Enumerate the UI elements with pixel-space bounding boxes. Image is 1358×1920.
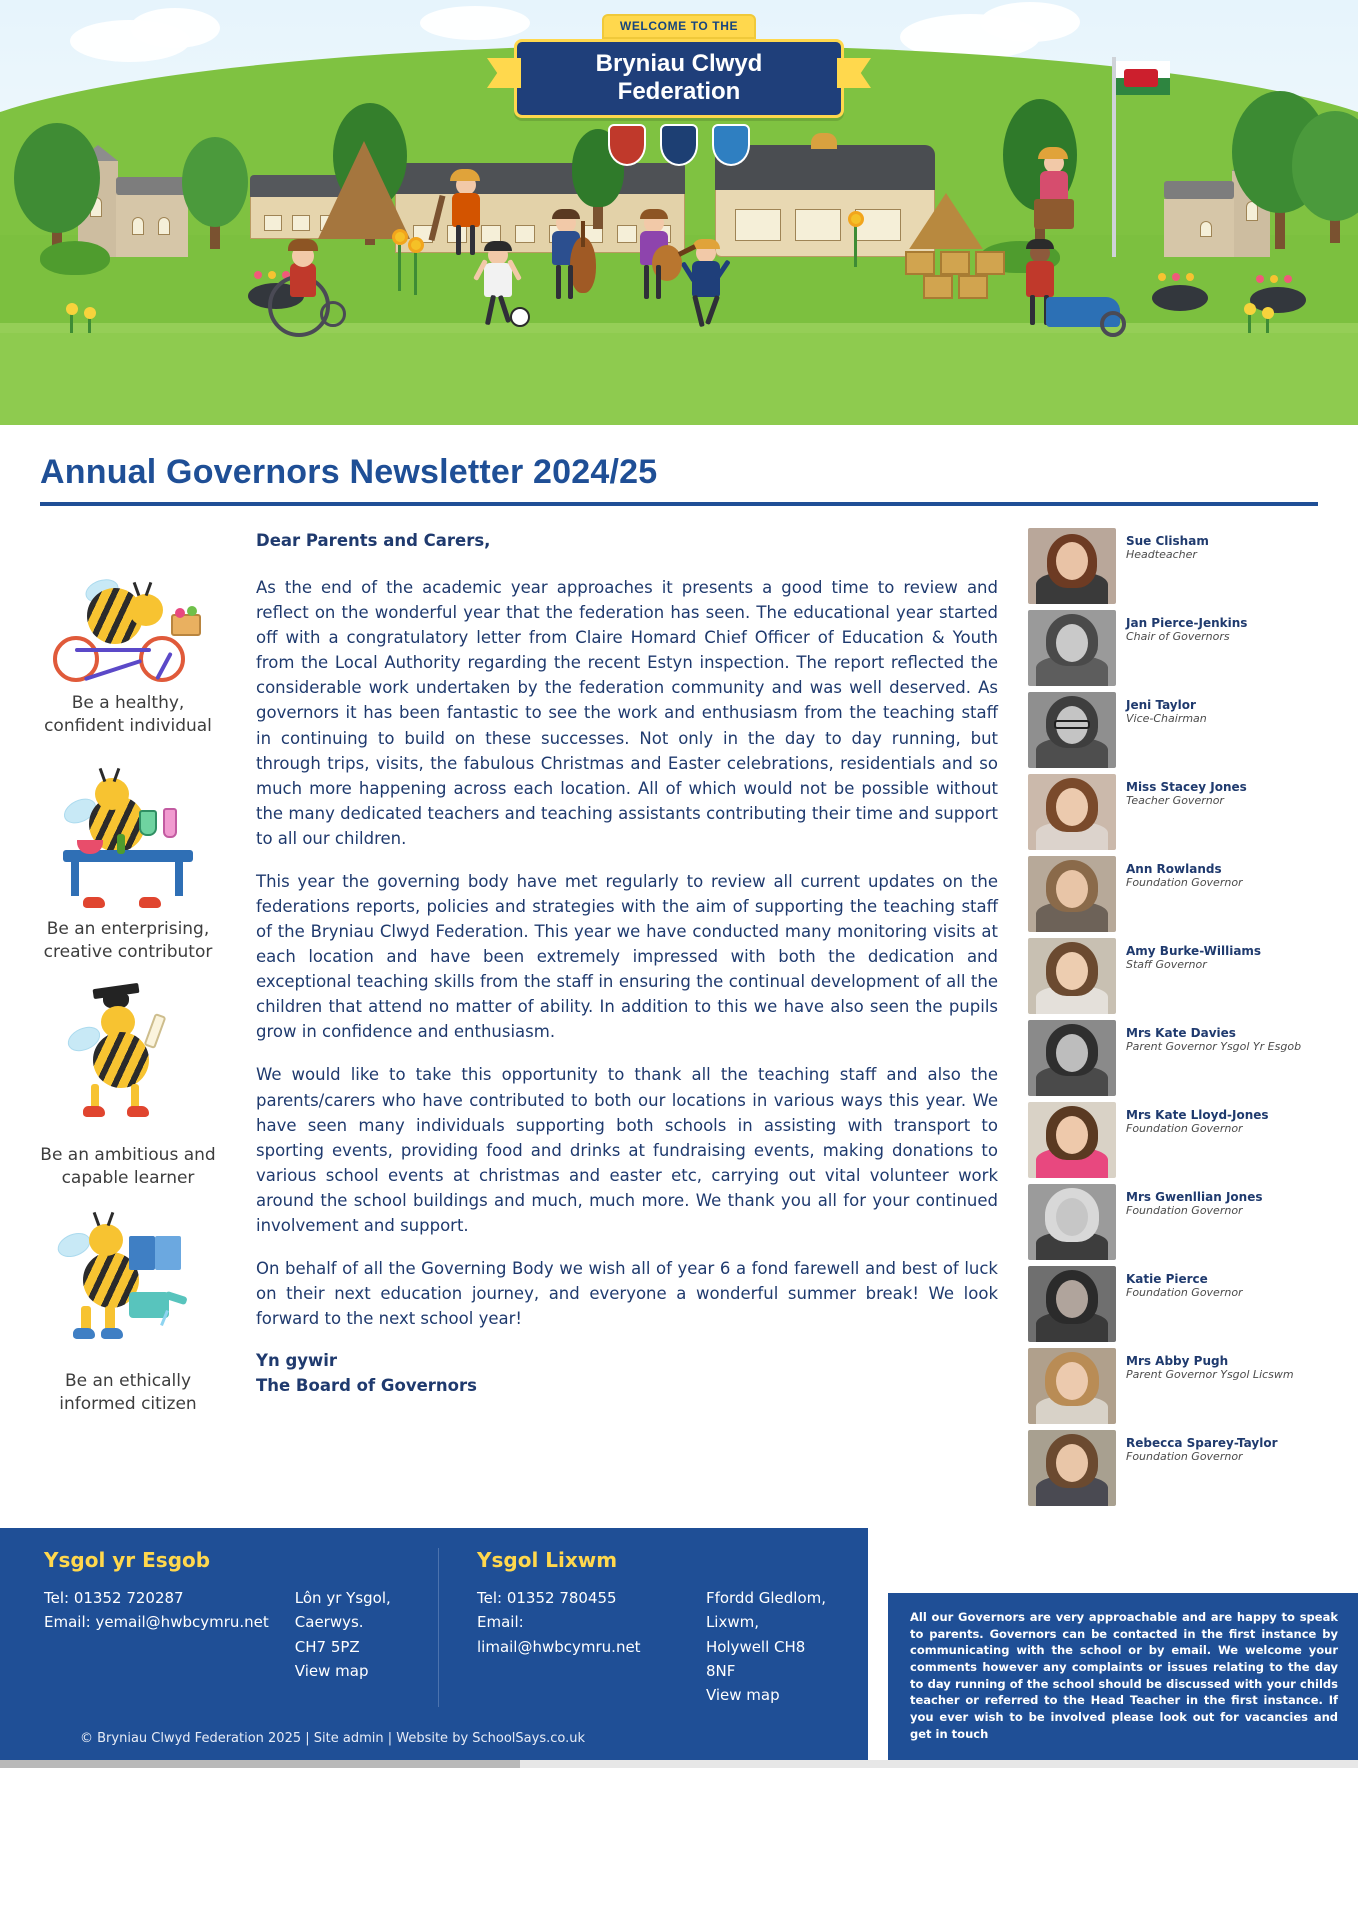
governor-role: Foundation Governor xyxy=(1126,1286,1243,1299)
welcome-tab-label: WELCOME TO THE xyxy=(602,14,756,39)
letter-paragraph-3: We would like to take this opportunity to thank all the teaching staff and also the parents/carers who have contributed to both our locations in various ways this year. We have seen many individuals supporting both schools in assisting with transport to sporting events, providing food and drinks at fundraising events, making donations to various school events at christmas and easter etc, carrying out vital volunteer work around the school buildings and much, much more. We thank you all for your continued involvement and support. xyxy=(256,1065,998,1235)
governor-meta xyxy=(1126,1430,1278,1463)
governor-row xyxy=(1028,1102,1328,1178)
governor-meta xyxy=(1126,1266,1243,1299)
school-ysgol-yr-esgob xyxy=(44,1548,438,1707)
grass-foreground xyxy=(0,333,1358,425)
governor-meta xyxy=(1126,1184,1263,1217)
school-crests xyxy=(514,124,844,166)
value-label: Be an ethically informed citizen xyxy=(59,1370,197,1414)
letter-salutation: Dear Parents and Carers, xyxy=(256,531,491,550)
governor-name: Mrs Kate Lloyd-Jones xyxy=(1126,1108,1269,1122)
crest-navy-icon xyxy=(660,124,698,166)
governor-role: Parent Governor Ysgol Yr Esgob xyxy=(1126,1040,1302,1053)
cloud-icon xyxy=(980,2,1080,42)
sunflower xyxy=(408,237,426,295)
governor-name: Sue Clisham xyxy=(1126,534,1209,548)
tree xyxy=(1290,103,1358,243)
child-in-wheelchair xyxy=(268,241,358,337)
footer-contact-panel xyxy=(0,1528,868,1717)
school-tel: Tel: 01352 780455 xyxy=(477,1589,617,1607)
governor-meta xyxy=(1126,1102,1269,1135)
sunflower xyxy=(848,211,866,267)
wheelbarrow-wheel xyxy=(1100,311,1126,337)
governor-name: Mrs Kate Davies xyxy=(1126,1026,1236,1040)
governor-role: Teacher Governor xyxy=(1126,794,1224,807)
view-map-link[interactable]: View map xyxy=(705,1686,780,1705)
governor-meta xyxy=(1126,1020,1301,1053)
governor-name: Mrs Gwenllian Jones xyxy=(1126,1190,1263,1204)
crate xyxy=(905,251,935,275)
address-line-3: Holywell CH8 8NF xyxy=(705,1637,806,1680)
bee-on-bicycle-icon xyxy=(43,528,213,688)
governor-row xyxy=(1028,1184,1328,1260)
governor-photo xyxy=(1028,1430,1116,1506)
school-details xyxy=(44,1586,438,1683)
value-enterprising-creative-contributor xyxy=(30,754,226,964)
letter-paragraph-2: This year the governing body have met regularly to review all current updates on the federations reports, policies and strategies with the aim of supporting the teaching staff of the Bryniau Clwyd Federation. This year we have conducted many monitoring visits at each location and have been extremely impressed with both the dedication and exceptional teaching skills from the staff in ensuring the continual development of all the children that attend no matter of ability. In addition to this we have also seen the pupils grow in confidence and enthusiasm. xyxy=(256,871,998,1042)
school-ysgol-lixwm xyxy=(438,1548,832,1707)
governor-role: Chair of Governors xyxy=(1126,630,1230,643)
schools-row xyxy=(44,1548,832,1707)
governor-photo xyxy=(1028,1348,1116,1424)
view-map-link[interactable]: View map xyxy=(294,1661,369,1680)
page-title: Annual Governors Newsletter 2024/25 xyxy=(40,453,658,491)
governor-row xyxy=(1028,856,1328,932)
school-email[interactable]: Email: limail@hwbcymru.net xyxy=(477,1613,641,1656)
governor-meta xyxy=(1126,938,1261,971)
bee-with-graduation-cap-icon xyxy=(43,980,213,1140)
copyright-bar[interactable]: © Bryniau Clwyd Federation 2025 | Site admin | Website by SchoolSays.co.uk xyxy=(0,1717,868,1760)
governor-name: Katie Pierce xyxy=(1126,1272,1208,1286)
welsh-flag-icon xyxy=(1116,61,1170,95)
tree xyxy=(180,139,250,249)
federation-banner xyxy=(514,14,844,166)
crest-blue-icon xyxy=(712,124,750,166)
value-ambitious-capable-learner xyxy=(30,980,226,1190)
governor-meta xyxy=(1126,610,1247,643)
governors-column xyxy=(1028,528,1328,1506)
page-title-section xyxy=(0,425,1358,506)
governor-photo xyxy=(1028,856,1116,932)
child-playing-guitar xyxy=(628,209,688,299)
child-running xyxy=(680,241,736,327)
school-name: Ysgol Lixwm xyxy=(477,1548,618,1572)
governor-row xyxy=(1028,528,1328,604)
governor-meta xyxy=(1126,528,1209,561)
governor-name: Jeni Taylor xyxy=(1126,698,1196,712)
value-label: Be a healthy, confident individual xyxy=(44,693,212,736)
signoff-line-1: Yn gywir xyxy=(256,1351,338,1371)
governor-name: Jan Pierce-Jenkins xyxy=(1126,616,1248,630)
address-line-1: Ffordd Gledlom, xyxy=(705,1589,827,1607)
letter-signoff xyxy=(256,1349,998,1399)
bush xyxy=(40,241,110,275)
governor-photo xyxy=(1028,610,1116,686)
school-address xyxy=(295,1586,391,1683)
child-playing-football xyxy=(470,243,530,327)
governor-role: Parent Governor Ysgol Licswm xyxy=(1126,1368,1294,1381)
footer xyxy=(0,1528,1358,1760)
governor-row xyxy=(1028,938,1328,1014)
school-tel: Tel: 01352 720287 xyxy=(44,1589,184,1607)
value-label: Be an ambitious and capable learner xyxy=(40,1144,216,1188)
governor-photo xyxy=(1028,1102,1116,1178)
cloud-icon xyxy=(130,8,220,48)
school-contact xyxy=(477,1586,680,1707)
federation-name: Bryniau Clwyd Federation xyxy=(595,50,763,105)
crate xyxy=(940,251,970,275)
value-label: Be an enterprising, creative contributor xyxy=(43,918,213,962)
crate xyxy=(975,251,1005,275)
bee-with-watering-can-icon xyxy=(43,1206,213,1366)
crate xyxy=(923,275,953,299)
governor-photo xyxy=(1028,938,1116,1014)
main-content xyxy=(0,506,1358,1506)
horizontal-scrollbar-thumb[interactable] xyxy=(0,1760,520,1768)
signoff-line-2: The Board of Governors xyxy=(256,1376,477,1396)
governor-meta xyxy=(1126,774,1247,807)
governor-row xyxy=(1028,1430,1328,1506)
letter-paragraph-4: On behalf of all the Governing Body we wish all of year 6 a fond farewell and best of luck on their next education journey, and everyone a wonderful summer break! We look forward to the next school year! xyxy=(256,1259,998,1329)
governor-name: Ann Rowlands xyxy=(1126,862,1222,876)
child-playing-cello xyxy=(540,209,600,299)
governors-contact-note xyxy=(888,1593,1358,1760)
child-gardening xyxy=(440,169,498,255)
address-line-2: Caerwys. xyxy=(294,1613,364,1632)
governor-photo xyxy=(1028,1020,1116,1096)
governors-list xyxy=(1028,528,1328,1506)
crate xyxy=(958,275,988,299)
governor-row xyxy=(1028,1348,1328,1424)
daffodils xyxy=(1244,303,1288,333)
school-address xyxy=(706,1586,832,1707)
governor-role: Foundation Governor xyxy=(1126,876,1243,889)
governor-meta xyxy=(1126,1348,1294,1381)
governor-meta xyxy=(1126,856,1243,889)
governor-name: Mrs Abby Pugh xyxy=(1126,1354,1229,1368)
governor-row xyxy=(1028,1266,1328,1342)
governor-photo xyxy=(1028,692,1116,768)
horizontal-scrollbar-track[interactable] xyxy=(0,1760,1358,1768)
governor-name: Miss Stacey Jones xyxy=(1126,780,1247,794)
governor-row xyxy=(1028,1020,1328,1096)
federation-name-bar xyxy=(514,39,844,118)
governor-photo xyxy=(1028,1266,1116,1342)
governor-name: Amy Burke-Williams xyxy=(1126,944,1262,958)
governor-photo xyxy=(1028,528,1116,604)
governor-role: Headteacher xyxy=(1126,548,1197,561)
value-healthy-confident-individual xyxy=(30,528,226,738)
governors-contact-note-text: All our Governors are very approachable and are happy to speak to parents. Governors can be contacted in the first instance by communicating with the school or by email. We welcome your comments however any complaints or issues relating to the day to day running of the school should be discussed with your childs teacher or referred to the Head Teacher in the first instance. If you ever wish to be involved please look out for vacancies and get in touch xyxy=(910,1610,1338,1741)
governor-role: Staff Governor xyxy=(1126,958,1207,971)
school-email[interactable]: Email: yemail@hwbcymru.net xyxy=(44,1613,269,1632)
daffodils xyxy=(66,303,110,333)
value-ethically-informed-citizen xyxy=(30,1206,226,1416)
hero-banner-illustration xyxy=(0,0,1358,425)
address-line-1: Lôn yr Ysgol, xyxy=(294,1589,391,1607)
school-contact xyxy=(44,1586,269,1683)
address-line-3: CH7 5PZ xyxy=(294,1637,360,1656)
governor-role: Foundation Governor xyxy=(1126,1450,1243,1463)
letter-paragraph-1: As the end of the academic year approaches it presents a good time to review and reflect on the wonderful year that the federation has seen. The educational year started off with a congratulatory letter from Claire Homard Chief Officer of Education & Youth from the Local Authority regarding the recent Estyn inspection. The report reflected the considerable work undertaken by the federation community and was well deserved. As governors it has been fantastic to see the work and enthusiasm from the teaching staff in continuing to build on these successes. Not only in the day to day running, but through trips, visits, the fabulous Christmas and Easter celebrations, residentials and so much more happening across each location. All of which would not be possible without the many dedicated teachers and teaching assistants contributing their time and support to all our children. xyxy=(256,578,998,848)
governor-role: Foundation Governor xyxy=(1126,1122,1243,1135)
address-line-2: Lixwm, xyxy=(705,1613,759,1632)
governor-meta xyxy=(1126,692,1207,725)
governor-row xyxy=(1028,610,1328,686)
teacher-seated xyxy=(1028,149,1086,229)
crest-red-icon xyxy=(608,124,646,166)
school-details xyxy=(477,1586,832,1707)
governor-role: Vice-Chairman xyxy=(1126,712,1207,725)
governor-role: Foundation Governor xyxy=(1126,1204,1243,1217)
school-name: Ysgol yr Esgob xyxy=(44,1548,211,1572)
governor-photo xyxy=(1028,774,1116,850)
school-values-column xyxy=(30,528,226,1506)
governor-name: Rebecca Sparey-Taylor xyxy=(1126,1436,1278,1450)
bee-with-science-equipment-icon xyxy=(43,754,213,914)
tyre-planter xyxy=(1152,285,1208,311)
governor-row xyxy=(1028,692,1328,768)
governor-photo xyxy=(1028,1184,1116,1260)
tree xyxy=(12,125,102,255)
newsletter-letter xyxy=(240,528,1014,1506)
governor-row xyxy=(1028,774,1328,850)
